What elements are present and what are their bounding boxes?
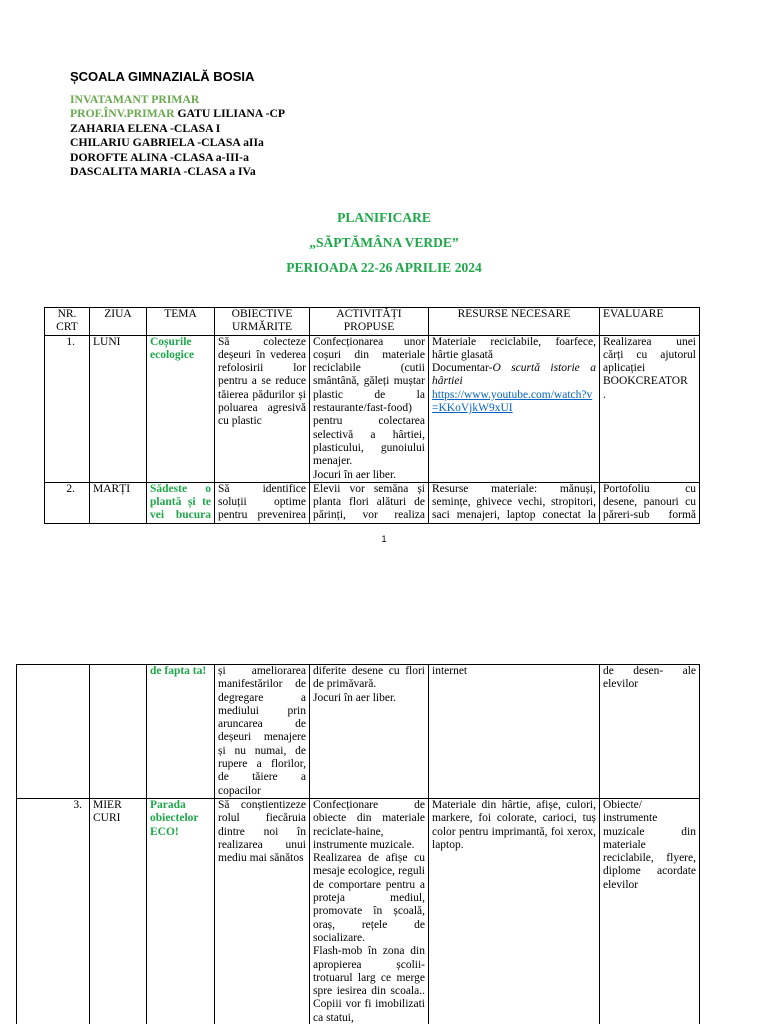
evaluation-paragraph: .: [603, 388, 606, 401]
teacher-line-3: DOROFTE ALINA -CLASA a-III-a: [70, 150, 249, 164]
cell-resources: [429, 482, 600, 523]
cell-nr: [45, 482, 90, 523]
cell-theme: Parada obiectelor ECO!: [147, 798, 215, 1024]
coordinator-line: [70, 107, 285, 121]
col-header-resources: RESURSE NECESARE: [429, 308, 600, 336]
col-header-day: ZIUA: [90, 308, 147, 336]
cell-resources: [429, 335, 600, 482]
planning-table-continued: [16, 664, 700, 1024]
title-period: PERIOADA 22-26 APRILIE 2024: [286, 260, 482, 275]
planning-table: [44, 307, 700, 524]
cell-resources: internet: [429, 665, 600, 799]
teacher-line-4: DASCALITA MARIA -CLASA a IVa: [70, 165, 256, 179]
cell-day: MIER CURI: [90, 798, 147, 1024]
documentary-prefix: Documentar-: [432, 362, 493, 375]
cell-activities: [310, 665, 429, 799]
activity-paragraph: Jocuri în aer liber.: [313, 468, 397, 481]
page-number: 1: [381, 534, 387, 544]
cell-nr-text: 2.: [66, 482, 75, 495]
resource-materials: Materiale reciclabile, foarfece, hârtie glasată: [432, 335, 596, 361]
table-row: [45, 335, 700, 482]
cell-theme-text: Sădeste o plantă și te vei bucura: [150, 482, 211, 522]
cell-objectives: Să colecteze deșeuri în vederea refolosirii lor pentru a se reduce tăierea pădurilor și poluarea agresivă cu plastic: [215, 335, 310, 482]
cell-evaluation: Obiecte/ instrumente muzicale din materiale reciclabile, flyere, diplome acordate elevilor: [600, 798, 700, 1024]
cell-resources: Materiale din hârtie, afișe, culori, markere, foi colorate, carioci, tuș color pentru imprimantă, foi xerox, laptop.: [429, 798, 600, 1024]
youtube-link[interactable]: https://www.youtube.com/watch?v=KKoVjkW9xUI: [432, 388, 593, 415]
document-title: [0, 205, 768, 280]
planning-table-page2: [16, 664, 700, 1024]
table-row: [45, 482, 700, 523]
teacher-line-1: ZAHARIA ELENA -CLASA I: [70, 121, 221, 135]
documentary-title: O scurtă istorie a hârtiei: [432, 362, 596, 388]
cell-activities: [310, 482, 429, 523]
school-name: ȘCOALA GIMNAZIALĂ BOSIA: [70, 69, 255, 84]
cell-theme: [147, 482, 215, 523]
title-planning: PLANIFICARE: [337, 210, 431, 225]
teacher-line-2: CHILARIU GABRIELA -CLASA aIIa: [70, 136, 264, 150]
cell-day: [90, 482, 147, 523]
evaluation-paragraph: Realizarea unei cărți cu ajutorul aplicației BOOKCREATOR: [603, 335, 696, 388]
activity-paragraph: Flash-mob în zona din apropierea școlii-trotuarul larg ce merge spre iesirea din scoala.. Copiii vor fi imobilizati ca statui,: [313, 945, 425, 1024]
cell-evaluation-text: Portofoliu cu desene, panouri cu păreri-sub formă: [603, 482, 696, 522]
col-header-evaluation: EVALUARE: [600, 308, 700, 336]
table-row: [17, 798, 700, 1024]
activity-paragraph: Confecționarea unor coșuri din materiale reciclabile (cutii smântână, găleți muștar plastic de la restaurante/fast-food) pentru colectarea selectivă a hârtiei, plasticului, gunoiului menajer.: [313, 335, 425, 468]
col-header-activities: ACTIVITĂȚI PROPUSE: [310, 308, 429, 336]
cell-evaluation: de desen- ale elevilor: [600, 665, 700, 799]
cell-activities-text: Elevii vor semăna și planta flori alături de părinți, vor realiza: [313, 482, 425, 522]
cell-nr: [17, 665, 90, 799]
cell-objectives-text: Să identifice soluții optime pentru prevenirea: [218, 482, 306, 522]
cell-activities: [310, 798, 429, 1024]
cell-day: LUNI: [90, 335, 147, 482]
cell-objectives: Să conștientizeze rolul fiecăruia dintre noi în realizarea unui mediu mai sănătos: [215, 798, 310, 1024]
cell-nr: 1.: [45, 335, 90, 482]
cell-resources-text: Resurse materiale: mănuși, semințe, ghivece vechi, stropitori, saci menajeri, laptop conectat la: [432, 482, 596, 522]
col-header-nr: NR. CRT: [45, 308, 90, 336]
activity-paragraph: Jocuri în aer liber.: [313, 691, 397, 704]
col-header-objectives: OBIECTIVE URMĂRITE: [215, 308, 310, 336]
education-level: INVATAMANT PRIMAR: [70, 93, 200, 106]
col-header-theme: TEMA: [147, 308, 215, 336]
planning-table-page1: [44, 307, 700, 524]
cell-evaluation: [600, 482, 700, 523]
cell-theme: de fapta ta!: [147, 665, 215, 799]
cell-objectives: și ameliorarea manifestărilor de degregare a mediului prin aruncarea de deșeuri menajere și nu numai, de rupere a florilor, de tăiere a copacilor: [215, 665, 310, 799]
activity-paragraph: diferite desene cu flori de primăvară.: [313, 665, 425, 691]
staff-list: [70, 93, 285, 179]
activity-paragraph: Confecționare de obiecte din materiale reciclate-haine, instrumente muzicale.: [313, 798, 425, 851]
cell-nr: 3.: [17, 798, 90, 1024]
resource-documentary: [432, 362, 596, 389]
coordinator-title: PROF.ÎNV.PRIMAR: [70, 107, 175, 121]
cell-theme: Coșurile ecologice: [147, 335, 215, 482]
title-green-week: „SĂPTĂMÂNA VERDE”: [309, 235, 459, 250]
cell-activities: [310, 335, 429, 482]
cell-evaluation: [600, 335, 700, 482]
table-row-continued: [17, 665, 700, 799]
activity-paragraph: Realizarea de afișe cu mesaje ecologice, reguli de comportare pentru a proteja mediul, promovate în școală, oraș, rețele de socializare.: [313, 852, 425, 944]
cell-day: [90, 665, 147, 799]
cell-day-text: MARȚI: [93, 482, 131, 495]
cell-objectives: [215, 482, 310, 523]
coordinator-name: GATU LILIANA -CP: [177, 107, 286, 121]
table-header-row: [45, 308, 700, 336]
